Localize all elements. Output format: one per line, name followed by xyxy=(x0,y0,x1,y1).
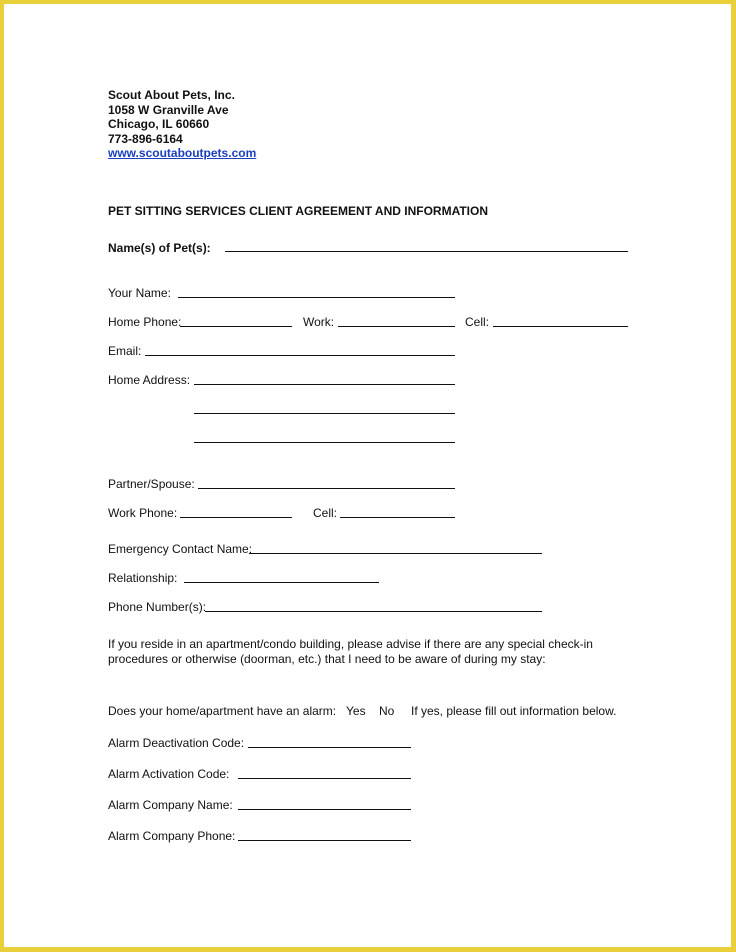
apartment-note-line-1: If you reside in an apartment/condo building, please advise if there are any special check-in xyxy=(108,637,593,651)
home-phone-field[interactable] xyxy=(180,326,292,327)
company-street: 1058 W Granville Ave xyxy=(108,103,229,117)
cell-label: Cell: xyxy=(465,315,490,329)
alarm-company-name-field[interactable] xyxy=(238,809,411,810)
company-phone: 773-896-6164 xyxy=(108,132,183,146)
partner-label: Partner/Spouse: xyxy=(108,477,195,491)
cell-phone-field[interactable] xyxy=(493,326,628,327)
partner-cell-label: Cell: xyxy=(313,506,338,520)
alarm-deactivation-label: Alarm Deactivation Code: xyxy=(108,736,245,750)
your-name-label: Your Name: xyxy=(108,286,171,300)
form-title: PET SITTING SERVICES CLIENT AGREEMENT AND INFORMATION xyxy=(108,204,489,218)
partner-cell-field[interactable] xyxy=(340,517,455,518)
work-label: Work: xyxy=(303,315,335,329)
partner-field[interactable] xyxy=(198,488,455,489)
work-phone-field[interactable] xyxy=(338,326,455,327)
home-address-label: Home Address: xyxy=(108,373,191,387)
alarm-instruction: If yes, please fill out information below. xyxy=(411,704,617,718)
alarm-company-phone-label: Alarm Company Phone: xyxy=(108,829,236,843)
alarm-company-name-label: Alarm Company Name: xyxy=(108,798,233,812)
alarm-deactivation-field[interactable] xyxy=(248,747,411,748)
your-name-field[interactable] xyxy=(178,297,455,298)
company-name: Scout About Pets, Inc. xyxy=(108,88,235,102)
alarm-no-option[interactable]: No xyxy=(379,704,395,718)
partner-work-phone-field[interactable] xyxy=(180,517,292,518)
company-website-link[interactable]: www.scoutaboutpets.com xyxy=(108,146,257,160)
home-phone-label: Home Phone: xyxy=(108,315,182,329)
alarm-company-phone-field[interactable] xyxy=(238,840,411,841)
emergency-contact-label: Emergency Contact Name: xyxy=(108,542,253,556)
email-label: Email: xyxy=(108,344,142,358)
pet-names-field[interactable] xyxy=(225,251,628,252)
work-phone-label: Work Phone: xyxy=(108,506,178,520)
alarm-activation-label: Alarm Activation Code: xyxy=(108,767,230,781)
pet-names-label: Name(s) of Pet(s): xyxy=(108,241,211,255)
home-address-field-3[interactable] xyxy=(194,442,455,443)
relationship-label: Relationship: xyxy=(108,571,178,585)
apartment-note-line-2: procedures or otherwise (doorman, etc.) that I need to be aware of during my stay: xyxy=(108,652,546,666)
alarm-question: Does your home/apartment have an alarm: xyxy=(108,704,337,718)
alarm-yes-option[interactable]: Yes xyxy=(346,704,366,718)
relationship-field[interactable] xyxy=(184,582,379,583)
document-page xyxy=(4,4,731,947)
phone-numbers-field[interactable] xyxy=(205,611,542,612)
alarm-activation-field[interactable] xyxy=(238,778,411,779)
company-city: Chicago, IL 60660 xyxy=(108,117,210,131)
home-address-field-1[interactable] xyxy=(194,384,455,385)
email-field[interactable] xyxy=(145,355,455,356)
phone-numbers-label: Phone Number(s): xyxy=(108,600,207,614)
emergency-contact-field[interactable] xyxy=(249,553,542,554)
home-address-field-2[interactable] xyxy=(194,413,455,414)
